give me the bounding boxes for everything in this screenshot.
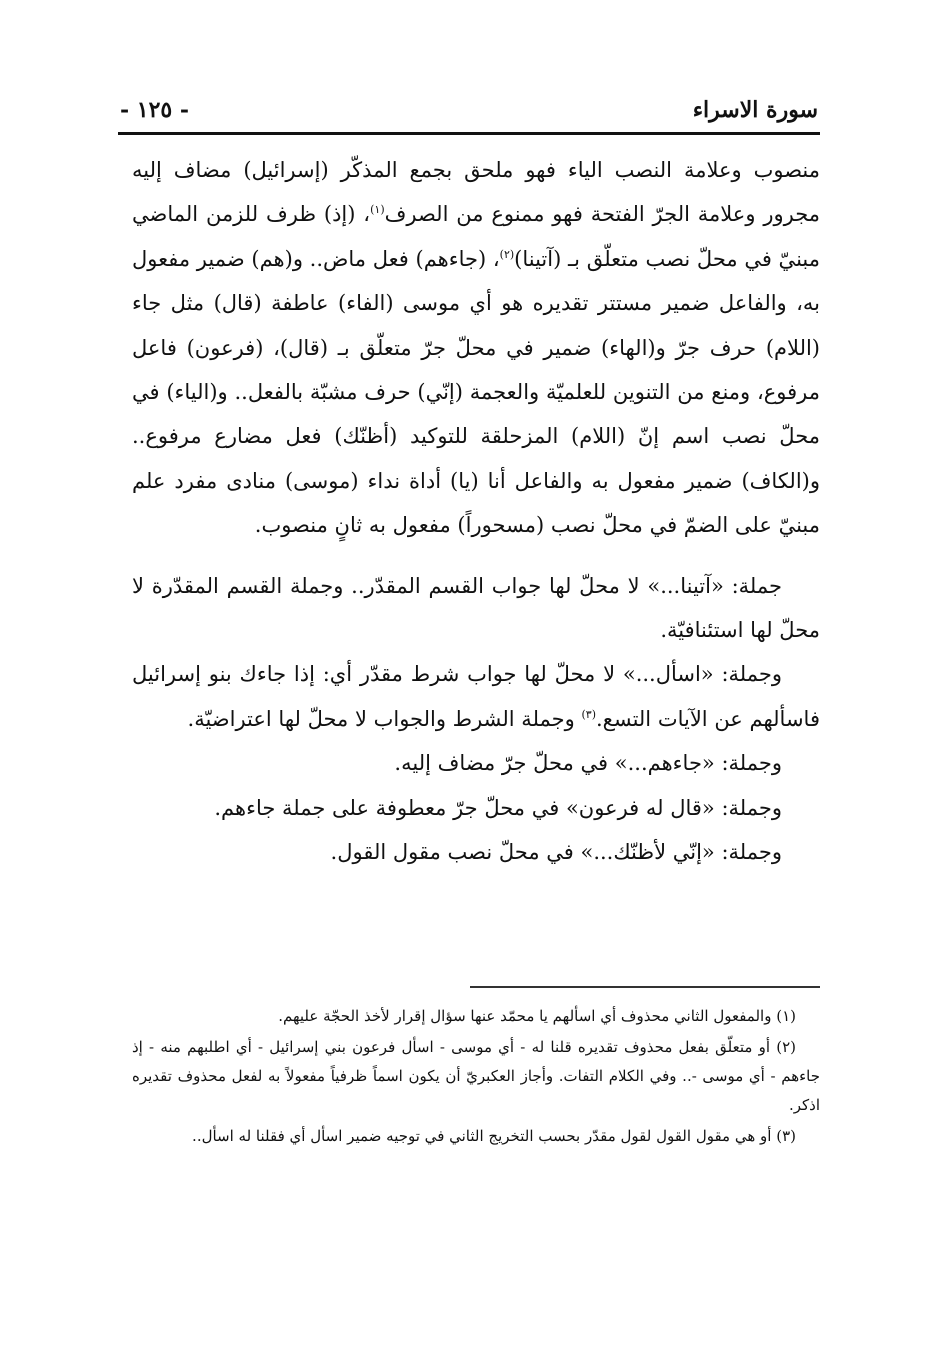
page-title: سورة الاسراء [692,97,818,123]
footnote-marker-2: (٢) [499,247,515,261]
text-segment: وجملة الشرط والجواب لا محلّ لها اعتراضيّة. [187,706,582,731]
paragraph-sentence-inni: وجملة: «إنّي لأظنّك...» في محلّ نصب مقول القول. [330,840,782,865]
footnote-1: (١) والمفعول الثاني محذوف أي اسألهم يا محمّد عنها سؤال إقرار لأخذ الحجّة عليهم. [278,1007,796,1025]
text-segment: منصوب وعلامة النصب الياء فهو ملحق بجمع المذكّر (إسرائيل) مضاف إليه مجرور وعلامة الجرّ الفتحة فهو ممنوع من الصرف [132,158,821,227]
page-header [120,92,818,128]
footnote-marker-1: (١) [370,203,385,217]
text-segment: ، (إذ) ظرف للزمن الماضي مبنيّ في محلّ نصب متعلّق بـ (آتينا) [132,202,820,271]
text-segment: وجملة: «اسأل...» لا محلّ لها جواب شرط مقدّر أي: إذا جاءك بنو إسرائيل فاسألهم عن الآيات التسع. [132,662,820,731]
paragraph-sentence-ateina: جملة: «آتينا...» لا محلّ لها جواب القسم المقدّر.. وجملة القسم المقدّرة لا محلّ لها استئنافيّة. [132,573,820,643]
main-text [132,148,820,875]
text-segment: ، (جاءهم) فعل ماض.. و(هم) ضمير مفعول به، والفاعل ضمير مستتر تقديره هو أي موسى (الفاء) عاطفة (قال) مثل جاء (اللام) حرف جرّ و(الهاء) ضمير في محلّ جرّ متعلّق بـ (قال)، (فرعون) فاعل مرفوع، ومنع من التنوين للعلميّة والعجمة (إنّي) حرف مشبّة بالفعل.. و(الياء) في محلّ نصب اسم إنّ (اللام) المزحلقة للتوكيد (أظنّك) فعل مضارع مرفوع.. و(الكاف) ضمير مفعول به والفاعل أنا (يا) أداة نداء (موسى) منادى مفرد علم مبنيّ على الضمّ في محلّ نصب (مسحوراً) مفعول به ثانٍ منصوب. [132,246,820,538]
paragraph-sentence-jaahum: وجملة: «جاءهم...» في محلّ جرّ مضاف إليه. [394,751,782,776]
paragraph-grammar [132,148,820,548]
paragraph-sentence-qala: وجملة: «قال له فرعون» في محلّ جرّ معطوفة على جملة جاءهم. [214,795,782,820]
footnote-marker-3: (٣) [581,707,596,721]
footnotes [132,1002,820,1153]
footnote-separator [470,986,820,988]
page-number: - ١٢٥ - [120,97,190,123]
header-rule [118,132,820,135]
paragraph-sentence-isal [132,652,820,741]
footnote-2: (٢) أو متعلّق بفعل محذوف تقديره قلنا له - أي موسى - اسأل فرعون بني إسرائيل - أي اطلبهم منه - إذ جاءهم - أي موسى -.. وفي الكلام التفات. وأجاز العكبريّ أن يكون اسماً ظرفياً مفعولاً به لفعل محذوف تقديره اذكر. [132,1038,820,1114]
footnote-3: (٣) أو هي مقول القول لقول مقدّر بحسب التخريج الثاني في توجيه ضمير اسأل أي فقلنا له اسأل.. [192,1127,796,1145]
